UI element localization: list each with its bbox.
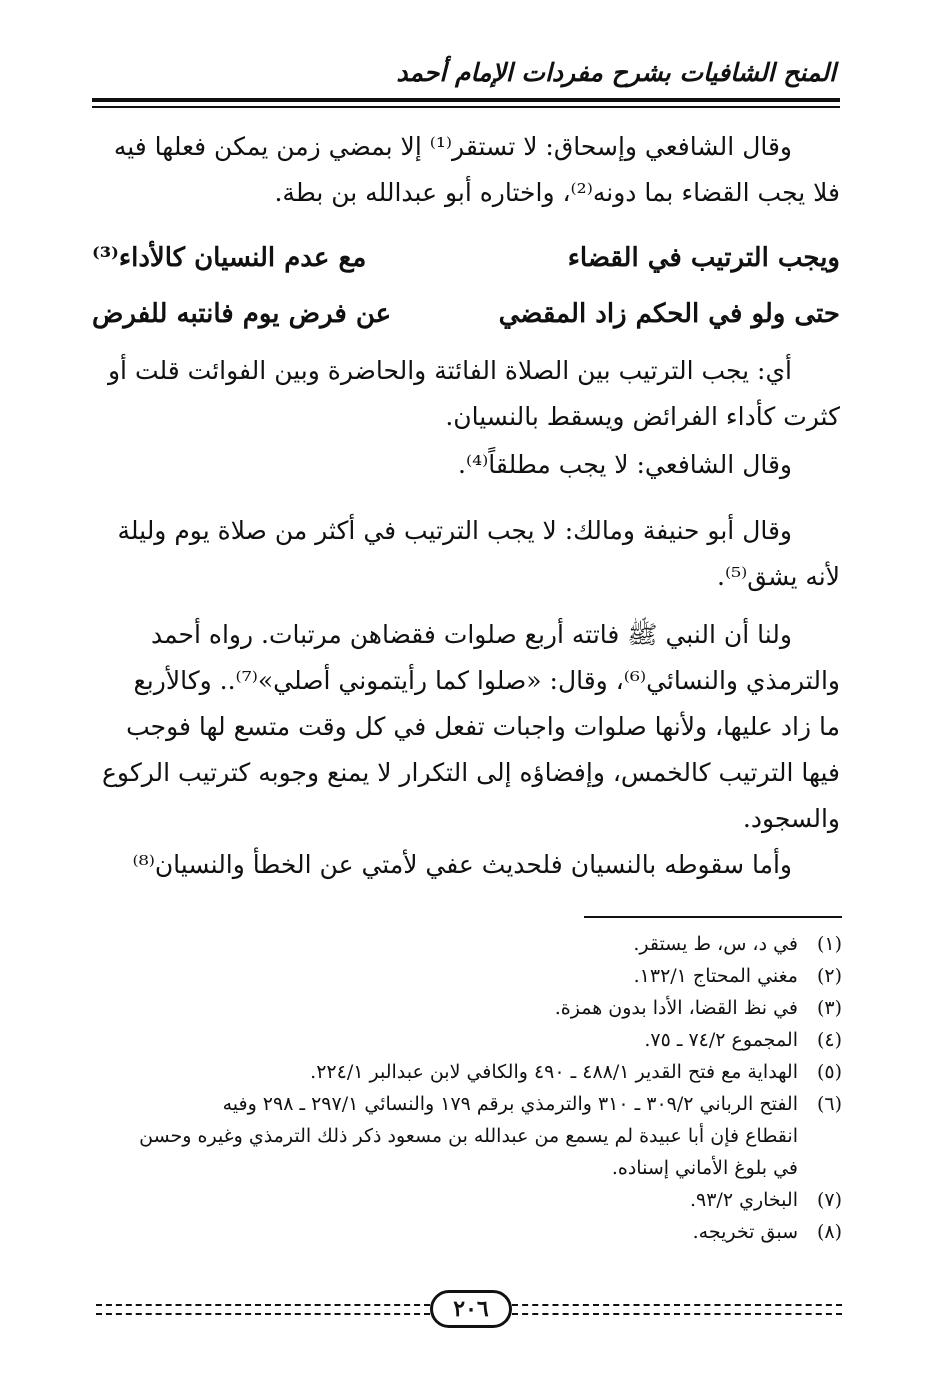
footnote-number: (٥): [816, 1061, 842, 1083]
verse-block: [92, 230, 840, 342]
footnote: [92, 992, 842, 1024]
verse-hemistich-second: مع عدم النسيان كالأداء⁽³⁾: [92, 243, 367, 273]
verse-hemistich-first: حتى ولو في الحكم زاد المقضي: [498, 299, 840, 329]
footnote-number: (٣): [816, 997, 842, 1019]
footer-dashed-rule: [512, 1313, 842, 1315]
paragraph-forgetfulness: [92, 842, 840, 888]
text-line: فيها الترتيب كالخمس، وإفضاؤه إلى التكرار لا يمنع وجوبه كترتيب الركوع: [102, 758, 840, 787]
page-number: ٢٠٦: [430, 1290, 512, 1328]
text-line: وأما سقوطه بالنسيان فلحديث عفي لأمتي عن الخطأ والنسيان⁽⁸⁾: [132, 850, 792, 879]
footnote: [92, 1056, 842, 1088]
footnote-number: (٨): [816, 1221, 842, 1243]
footnote-line: الهداية مع فتح القدير ٤٨٨/١ ـ ٤٩٠ والكافي لابن عبدالبر ٢٢٤/١.: [310, 1061, 798, 1083]
text-line: أي: يجب الترتيب بين الصلاة الفائتة والحاضرة وبين الفوائت قلت أو: [107, 356, 792, 385]
text-line: ولنا أن النبي ﷺ فاتته أربع صلوات فقضاهن مرتبات. رواه أحمد: [150, 620, 792, 649]
footnote-line: في د، س، ط يستقر.: [633, 933, 798, 955]
footnote-text: [92, 1024, 798, 1056]
footnote-number: (٤): [816, 1029, 842, 1051]
header-rule-thick: [92, 98, 840, 102]
footnote-line: في بلوغ الأماني إسناده.: [611, 1157, 798, 1179]
footer-dashed-rule: [96, 1304, 430, 1306]
paragraph-shafii: [92, 442, 840, 488]
verse-hemistich-first: ويجب الترتيب في القضاء: [567, 243, 840, 273]
text-line: فلا يجب القضاء بما دونه⁽²⁾، واختاره أبو عبدالله بن بطة.: [274, 178, 840, 207]
footnote-line: انقطاع فإن أبا عبيدة لم يسمع من عبدالله بن مسعود ذكر ذلك الترمذي وغيره وحسن: [139, 1125, 798, 1147]
text-line: لأنه يشق⁽⁵⁾.: [717, 562, 840, 591]
footnote-text: [92, 1056, 798, 1088]
footnote: [92, 1024, 842, 1056]
footnote: [92, 1088, 842, 1184]
footnotes: [92, 928, 842, 1248]
footnote: [92, 928, 842, 960]
footnote-number: (٧): [816, 1189, 842, 1211]
paragraph-abu-hanifa: [92, 508, 840, 600]
footnote-number: (١): [816, 933, 842, 955]
paragraph-evidence: [92, 612, 840, 842]
footnote-text: [92, 1088, 798, 1184]
header-rule-thin: [92, 106, 840, 108]
footnote: [92, 960, 842, 992]
footnote-text: [92, 992, 798, 1024]
footnote-text: [92, 928, 798, 960]
verse-hemistich-second: عن فرض يوم فانتبه للفرض: [92, 299, 392, 329]
footnote: [92, 1184, 842, 1216]
footer-dashed-rule: [96, 1313, 430, 1315]
verse-line: [92, 286, 840, 342]
footnote-text: [92, 1184, 798, 1216]
text-line: والترمذي والنسائي⁽⁶⁾، وقال: «صلوا كما رأيتموني أصلي»⁽⁷⁾.. وكالأربع: [133, 666, 840, 695]
footnote-text: [92, 960, 798, 992]
text-line: كثرت كأداء الفرائض ويسقط بالنسيان.: [445, 402, 840, 431]
footnote: [92, 1216, 842, 1248]
footnote-number: (٢): [816, 965, 842, 987]
text-line: والسجود.: [742, 804, 840, 833]
paragraph-explanation: [92, 348, 840, 440]
text-line: ما زاد عليها، ولأنها صلوات واجبات تفعل في كل وقت متسع لها فوجب: [126, 712, 840, 741]
footnote-separator: [584, 916, 842, 918]
footnote-line: الفتح الرباني ٣٠٩/٢ ـ ٣١٠ والترمذي برقم ١٧٩ والنسائي ٢٩٧/١ ـ ٢٩٨ وفيه: [222, 1093, 798, 1115]
footnote-line: البخاري ٩٣/٢.: [689, 1189, 798, 1211]
footnote-text: [92, 1216, 798, 1248]
footnote-line: مغني المحتاج ١٣٢/١.: [633, 965, 798, 987]
footer-dashed-rule: [512, 1304, 842, 1306]
footnote-line: المجموع ٧٤/٢ ـ ٧٥.: [644, 1029, 798, 1051]
text-line: وقال أبو حنيفة ومالك: لا يجب الترتيب في أكثر من صلاة يوم وليلة: [117, 516, 792, 545]
footnote-line: سبق تخريجه.: [692, 1221, 798, 1243]
verse-line: [92, 230, 840, 286]
text-line: وقال الشافعي وإسحاق: لا تستقر⁽¹⁾ إلا بمضي زمن يمكن فعلها فيه: [113, 132, 792, 161]
text-line: وقال الشافعي: لا يجب مطلقاً⁽⁴⁾.: [458, 450, 792, 479]
footnote-line: في نظ القضا، الأدا بدون همزة.: [554, 997, 798, 1019]
running-header-title: المنح الشافيات بشرح مفردات الإمام أحمد: [396, 58, 836, 87]
paragraph-shafii-ishaq: [92, 124, 840, 216]
footnote-number: (٦): [816, 1093, 842, 1115]
